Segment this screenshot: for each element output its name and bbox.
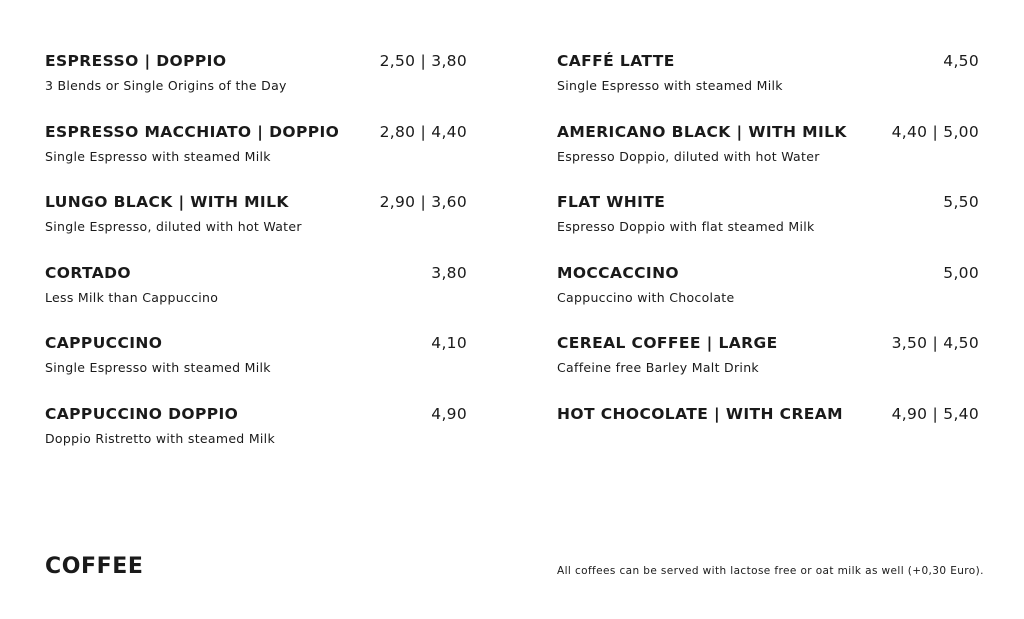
menu-item: [557, 334, 979, 405]
menu-item-name: HOT CHOCOLATE | WITH CREAM: [557, 404, 844, 423]
menu-item-price: 4,90 | 5,40: [891, 404, 979, 423]
menu-item-description: Espresso Doppio with flat steamed Milk: [557, 219, 815, 235]
menu-item: [557, 52, 979, 123]
menu-item-name: ESPRESSO MACCHIATO | DOPPIO: [45, 122, 340, 141]
menu-item-description: Cappuccino with Chocolate: [557, 289, 735, 305]
menu-item: [557, 264, 979, 335]
menu-item-name: MOCCACCINO: [557, 263, 680, 282]
menu-column-right: [557, 52, 979, 476]
menu-item-description: Single Espresso with steamed Milk: [45, 148, 271, 164]
menu-item: [557, 405, 979, 476]
menu-item-description: Espresso Doppio, diluted with hot Water: [557, 148, 820, 164]
menu-item-header: [557, 193, 979, 215]
menu-item-name: FLAT WHITE: [557, 193, 666, 212]
milk-options-footnote: All coffees can be served with lactose free or oat milk as well (+0,30 Euro).: [557, 565, 984, 577]
menu-item: [45, 123, 467, 194]
menu-item-header: [557, 334, 979, 356]
menu-item-price: 4,50: [943, 52, 979, 70]
menu-item: [45, 264, 467, 335]
menu-item-description: Single Espresso, diluted with hot Water: [45, 219, 302, 235]
menu-item-description: Less Milk than Cappuccino: [45, 289, 219, 305]
menu-item-description: Doppio Ristretto with steamed Milk: [45, 430, 275, 446]
menu-item-price: 2,80 | 4,40: [379, 122, 467, 141]
menu-item-price: 2,90 | 3,60: [379, 193, 467, 212]
menu-item-price: 4,40 | 5,00: [891, 122, 979, 141]
menu-item: [45, 52, 467, 123]
menu-item-header: [557, 52, 979, 74]
menu-item-price: 5,50: [943, 193, 979, 212]
menu-item-description: Single Espresso with steamed Milk: [557, 78, 783, 93]
menu-item-name: CAPPUCCINO DOPPIO: [45, 404, 239, 423]
section-title: COFFEE: [45, 554, 144, 579]
menu-item: [557, 193, 979, 264]
menu-item-header: [45, 264, 467, 286]
menu-item-description: Single Espresso with steamed Milk: [45, 360, 271, 376]
menu-item-price: 4,10: [431, 334, 467, 353]
menu-item: [557, 123, 979, 194]
menu-item-price: 4,90: [431, 404, 467, 423]
menu-item-header: [557, 123, 979, 145]
menu-item-header: [557, 264, 979, 286]
menu-item-header: [45, 52, 467, 74]
menu-item: [45, 334, 467, 405]
menu-item-price: 3,80: [431, 263, 467, 282]
menu-item-name: AMERICANO BLACK | WITH MILK: [557, 122, 847, 141]
menu-item: [45, 405, 467, 476]
menu-item: [45, 193, 467, 264]
menu-item-description: 3 Blends or Single Origins of the Day: [45, 78, 287, 93]
menu-item-name: CORTADO: [45, 263, 131, 282]
menu-item-description: Caffeine free Barley Malt Drink: [557, 360, 759, 376]
menu-item-header: [45, 405, 467, 427]
menu-item-name: CAPPUCCINO: [45, 334, 163, 353]
menu-item-price: 2,50 | 3,80: [379, 52, 467, 70]
menu-item-name: ESPRESSO | DOPPIO: [45, 52, 227, 70]
menu-item-name: CEREAL COFFEE | LARGE: [557, 334, 778, 353]
menu-item-price: 3,50 | 4,50: [891, 334, 979, 353]
menu-column-left: [45, 52, 467, 476]
menu-item-name: LUNGO BLACK | WITH MILK: [45, 193, 289, 212]
menu-item-header: [45, 123, 467, 145]
menu-item-price: 5,00: [943, 263, 979, 282]
menu-item-header: [45, 193, 467, 215]
menu-item-header: [45, 334, 467, 356]
menu-item-header: [557, 405, 979, 427]
menu-item-name: CAFFÉ LATTE: [557, 52, 675, 70]
